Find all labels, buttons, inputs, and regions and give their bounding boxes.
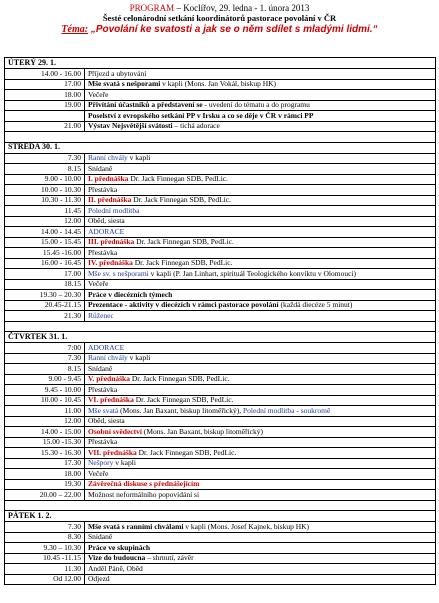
activity-text: Přestávka: [88, 384, 118, 394]
time-cell: 15.00 - 15.45: [5, 237, 85, 248]
activity-text: ADORACE: [88, 342, 125, 352]
activity-text: Anděl Páně, Oběd: [88, 563, 143, 573]
activity-text: Snídaně: [88, 363, 113, 373]
time-cell: 18.00: [5, 90, 85, 101]
time-cell: 7.30: [5, 153, 85, 164]
activity-text: Dr. Jack Finnegan SDB, PedLic.: [133, 395, 234, 404]
schedule-row: [5, 311, 436, 322]
day-name: PÁTEK 1. 2.: [5, 511, 85, 522]
activity-cell: [85, 353, 436, 364]
activity-cell: [85, 427, 436, 438]
schedule-row: [5, 69, 436, 80]
schedule-row: [5, 458, 436, 469]
spacer-cell: [5, 500, 436, 511]
activity-cell: [85, 79, 436, 90]
activity-text: Ranní chvály: [88, 153, 128, 162]
activity-text: - uvedení do tématu a do programu: [202, 100, 310, 109]
activity-text: Večeře: [88, 279, 109, 288]
schedule-row: [5, 364, 436, 375]
schedule-row: [5, 153, 436, 164]
schedule-row: [5, 395, 436, 406]
activity-text: III. přednáška: [88, 237, 135, 246]
activity-cell: [85, 522, 436, 533]
day-name: STŘEDA 30. 1.: [5, 142, 85, 153]
schedule-row: [5, 237, 436, 248]
event-place-date: – Koclířov, 29. ledna - 1. února 2013: [174, 3, 310, 13]
activity-text: Dr. Jack Finnegan SDB, PedLic.: [134, 237, 234, 246]
activity-text: Snídaně: [88, 532, 113, 541]
schedule-row: [5, 343, 436, 354]
schedule-row: [5, 164, 436, 175]
activity-cell: [85, 206, 436, 217]
schedule-row: [5, 300, 436, 311]
time-cell: 15.30 - 16.30: [5, 448, 85, 459]
activity-text: (Mons. Jan Baxant, biskup litoměřický): [141, 426, 263, 436]
activity-text: Práce ve skupinách: [88, 542, 151, 552]
time-cell: 9.30 – 10.30: [5, 543, 85, 554]
activity-cell: [85, 406, 436, 417]
time-cell: 14.00 - 16.00: [5, 69, 85, 80]
time-cell: 14.00 - 14.45: [5, 227, 85, 238]
activity-text: – shrnutí, závěr: [145, 553, 194, 562]
activity-text: Dr. Jack Finnegan SDB, PedLic.: [132, 258, 233, 267]
day-header-pad: [85, 142, 436, 153]
schedule-row: [5, 206, 436, 217]
activity-text: Nešpory: [88, 458, 114, 467]
activity-text: v kapli (P. Jan Linhart, spirituál Teologického konviktu v Olomouci): [148, 268, 356, 278]
activity-cell: [85, 574, 436, 585]
schedule-row: [5, 195, 436, 206]
schedule-row: [5, 216, 436, 227]
activity-text: Závěrečná diskuse s přednášejícím: [88, 479, 200, 488]
activity-cell: [85, 227, 436, 238]
activity-text: Polední modlitba: [88, 205, 140, 215]
activity-cell: [85, 279, 436, 290]
time-cell: 17.00: [5, 269, 85, 280]
activity-text: Oběd, siesta: [88, 416, 125, 425]
activity-cell: [85, 121, 436, 132]
activity-cell: [85, 300, 436, 311]
activity-text: Osobní svědectví: [88, 426, 142, 436]
schedule-row: [5, 185, 436, 196]
activity-text: Možnost neformálního popovídání si: [88, 489, 200, 499]
activity-text: Přivítání účastníků a představení se: [88, 100, 203, 109]
time-cell: 17.30: [5, 458, 85, 469]
schedule-row: [5, 90, 436, 101]
schedule-row: [5, 564, 436, 575]
time-cell: 20.00 – 22.00: [5, 490, 85, 501]
activity-text: Mše svatá s nešporami: [88, 79, 161, 88]
schedule-row: [5, 437, 436, 448]
schedule-row: [5, 248, 436, 259]
schedule-row: [5, 532, 436, 543]
activity-cell: [85, 69, 436, 80]
activity-text: Práce v diecézních týmech: [88, 289, 173, 299]
activity-cell: [85, 479, 436, 490]
time-cell: 12.00: [5, 216, 85, 227]
time-cell: 19.30 – 20.30: [5, 290, 85, 301]
activity-text: Růženec: [88, 310, 114, 320]
activity-text: VII. přednáška: [88, 447, 137, 457]
time-cell: 15.00 -15.30: [5, 437, 85, 448]
schedule-row: [5, 427, 436, 438]
activity-text: Přestávka: [88, 184, 118, 194]
activity-text: IV. přednáška: [88, 258, 133, 267]
activity-text: Oběd, siesta: [88, 216, 125, 225]
activity-text: Mše svatá: [88, 405, 119, 415]
activity-text: Přestávka: [88, 247, 118, 257]
activity-text: Přestávka: [88, 437, 118, 446]
activity-text: Polední modlitba - soukromě: [242, 405, 331, 415]
schedule-row: [5, 279, 436, 290]
time-cell: 12.00: [5, 416, 85, 427]
time-cell: 21.30: [5, 311, 85, 322]
activity-text: Ranní chvály: [88, 353, 128, 362]
time-cell: 17.00: [5, 79, 85, 90]
schedule-row: [5, 406, 436, 417]
activity-text: Večeře: [88, 89, 109, 99]
topic-text: „Povolání ke svatosti a jak se o něm sdílet s mladými lidmi.“: [88, 24, 378, 35]
activity-cell: [85, 437, 436, 448]
activity-cell: [85, 185, 436, 196]
schedule-row: [5, 490, 436, 501]
activity-cell: [85, 553, 436, 564]
activity-text: Mše sv. s nešporami: [88, 268, 149, 278]
schedule-row: [5, 121, 436, 132]
activity-cell: [85, 269, 436, 280]
day-header-pad: [85, 511, 436, 522]
schedule-row: [5, 174, 436, 185]
time-cell: 18.15: [5, 279, 85, 290]
schedule-row: [5, 258, 436, 269]
topic-line: [0, 23, 439, 36]
activity-cell: [85, 448, 436, 459]
time-cell: 14.00 - 15.00: [5, 427, 85, 438]
schedule-row: [5, 100, 436, 111]
time-cell: 7.30: [5, 522, 85, 533]
schedule-row: [5, 269, 436, 280]
event-name: Šesté celonárodní setkání koordinátorů pastorace povolání v ČR: [102, 13, 337, 23]
activity-text: Dr. Jack Finnegan SDB, PedLic.: [128, 174, 229, 183]
activity-cell: [85, 343, 436, 354]
topic-label: Téma:: [61, 24, 89, 35]
activity-cell: [85, 237, 436, 248]
time-cell: 7.30: [5, 353, 85, 364]
day-spacer: [5, 321, 436, 332]
time-cell: 10.45 -11.15: [5, 553, 85, 564]
activity-text: I. přednáška: [88, 174, 129, 183]
activity-cell: [85, 490, 436, 501]
activity-cell: [85, 364, 436, 375]
activity-cell: [85, 258, 436, 269]
activity-cell: [85, 311, 436, 322]
time-cell: 8.15: [5, 164, 85, 175]
activity-cell: [85, 532, 436, 543]
activity-cell: [85, 174, 436, 185]
schedule-row: [5, 479, 436, 490]
time-cell: 9.00 - 9.45: [5, 374, 85, 385]
activity-text: Snídaně: [88, 163, 113, 173]
activity-text: Příjezd a ubytování: [88, 68, 147, 78]
day-spacer: [5, 500, 436, 511]
day-name: ČTVRTEK 31. 1.: [5, 332, 85, 343]
activity-text: – tichá adorace: [172, 121, 220, 130]
activity-text: v kapli: [127, 353, 151, 362]
activity-cell: [85, 416, 436, 427]
activity-text: Výstav Nejsvětější svátosti: [88, 121, 173, 130]
time-cell: 7:00: [5, 343, 85, 354]
schedule-row: [5, 227, 436, 238]
schedule-row: [5, 522, 436, 533]
activity-cell: [85, 111, 436, 122]
activity-text: v kapli: [113, 458, 136, 467]
activity-text: ADORACE: [88, 226, 125, 236]
activity-cell: [85, 458, 436, 469]
activity-text: (každá diecéze 5 minut): [278, 300, 353, 309]
day-header: [5, 511, 436, 522]
time-cell: 8.15: [5, 364, 85, 375]
activity-text: Poselství z evropského setkání PP v Irsku a co se děje v ČR v rámci PP: [88, 110, 314, 120]
schedule-row: [5, 574, 436, 585]
time-cell: 21.00: [5, 121, 85, 132]
activity-cell: [85, 216, 436, 227]
schedule-table: [4, 57, 436, 585]
time-cell: [5, 111, 85, 122]
activity-cell: [85, 100, 436, 111]
schedule-row: [5, 469, 436, 480]
activity-cell: [85, 374, 436, 385]
schedule-row: [5, 543, 436, 554]
time-cell: 10.30 - 11.30: [5, 195, 85, 206]
time-cell: 9.00 - 10.00: [5, 174, 85, 185]
activity-cell: [85, 290, 436, 301]
schedule-row: [5, 353, 436, 364]
activity-text: V. přednáška: [88, 374, 130, 383]
schedule-row: [5, 290, 436, 301]
program-label: PROGRAM: [129, 3, 175, 13]
time-cell: 16.00 - 16.45: [5, 258, 85, 269]
activity-cell: [85, 469, 436, 480]
schedule-row: [5, 553, 436, 564]
activity-text: Vize do budoucna: [88, 553, 146, 562]
activity-cell: [85, 90, 436, 101]
activity-text: Dr. Jack Finnegan SDB, PedLic.: [131, 195, 231, 204]
schedule-row: [5, 416, 436, 427]
activity-cell: [85, 248, 436, 259]
schedule-row: [5, 111, 436, 122]
activity-text: Odjezd: [88, 574, 110, 583]
time-cell: 11.30: [5, 564, 85, 575]
time-cell: 19.30: [5, 479, 85, 490]
schedule-body: [5, 58, 436, 585]
activity-text: (Mons. Jan Baxant, biskup litoměřický),: [118, 405, 243, 415]
day-header-pad: [85, 332, 436, 343]
activity-cell: [85, 195, 436, 206]
activity-text: v kapli: [127, 153, 151, 162]
day-header: [5, 142, 436, 153]
time-cell: 20.45-21.15: [5, 300, 85, 311]
time-cell: 10.00 - 10.45: [5, 395, 85, 406]
activity-text: Večeře: [88, 468, 109, 478]
schedule-row: [5, 385, 436, 396]
day-header-pad: [85, 58, 436, 69]
day-spacer: [5, 132, 436, 143]
day-header: [5, 332, 436, 343]
activity-cell: [85, 395, 436, 406]
time-cell: 11.45: [5, 206, 85, 217]
time-cell: 19.00: [5, 100, 85, 111]
time-cell: 15.45 -16.00: [5, 248, 85, 259]
activity-text: Mše svatá s ranními chválami: [88, 521, 184, 531]
activity-text: Dr. Jack Finnegan SDB, PedLic.: [136, 447, 237, 457]
day-header: [5, 58, 436, 69]
schedule-row: [5, 374, 436, 385]
spacer-cell: [5, 132, 436, 143]
schedule-row: [5, 79, 436, 90]
document-header: [0, 3, 439, 36]
time-cell: Od 12.00: [5, 574, 85, 585]
time-cell: 10.00 - 10.30: [5, 185, 85, 196]
activity-cell: [85, 153, 436, 164]
activity-cell: [85, 564, 436, 575]
activity-cell: [85, 385, 436, 396]
activity-text: II. přednáška: [88, 195, 132, 204]
schedule-row: [5, 448, 436, 459]
activity-text: Prezentace - aktivity v diecézích v rámci pastorace povolání: [88, 300, 279, 309]
activity-text: Dr. Jack Finnegan SDB, PedLic.: [129, 374, 230, 383]
activity-cell: [85, 164, 436, 175]
time-cell: 8.30: [5, 532, 85, 543]
header-line-1: [0, 3, 439, 13]
time-cell: 11.00: [5, 406, 85, 417]
time-cell: 18.00: [5, 469, 85, 480]
day-name: ÚTERÝ 29. 1.: [5, 58, 85, 69]
activity-text: VI. přednáška: [88, 395, 134, 404]
time-cell: 9.45 - 10.00: [5, 385, 85, 396]
activity-cell: [85, 543, 436, 554]
activity-text: v kapli (Mons. Josef Kajnek, biskup HK): [183, 521, 310, 531]
spacer-cell: [5, 321, 436, 332]
activity-text: v kapli (Mons. Jan Vokál, biskup HK): [160, 79, 277, 88]
